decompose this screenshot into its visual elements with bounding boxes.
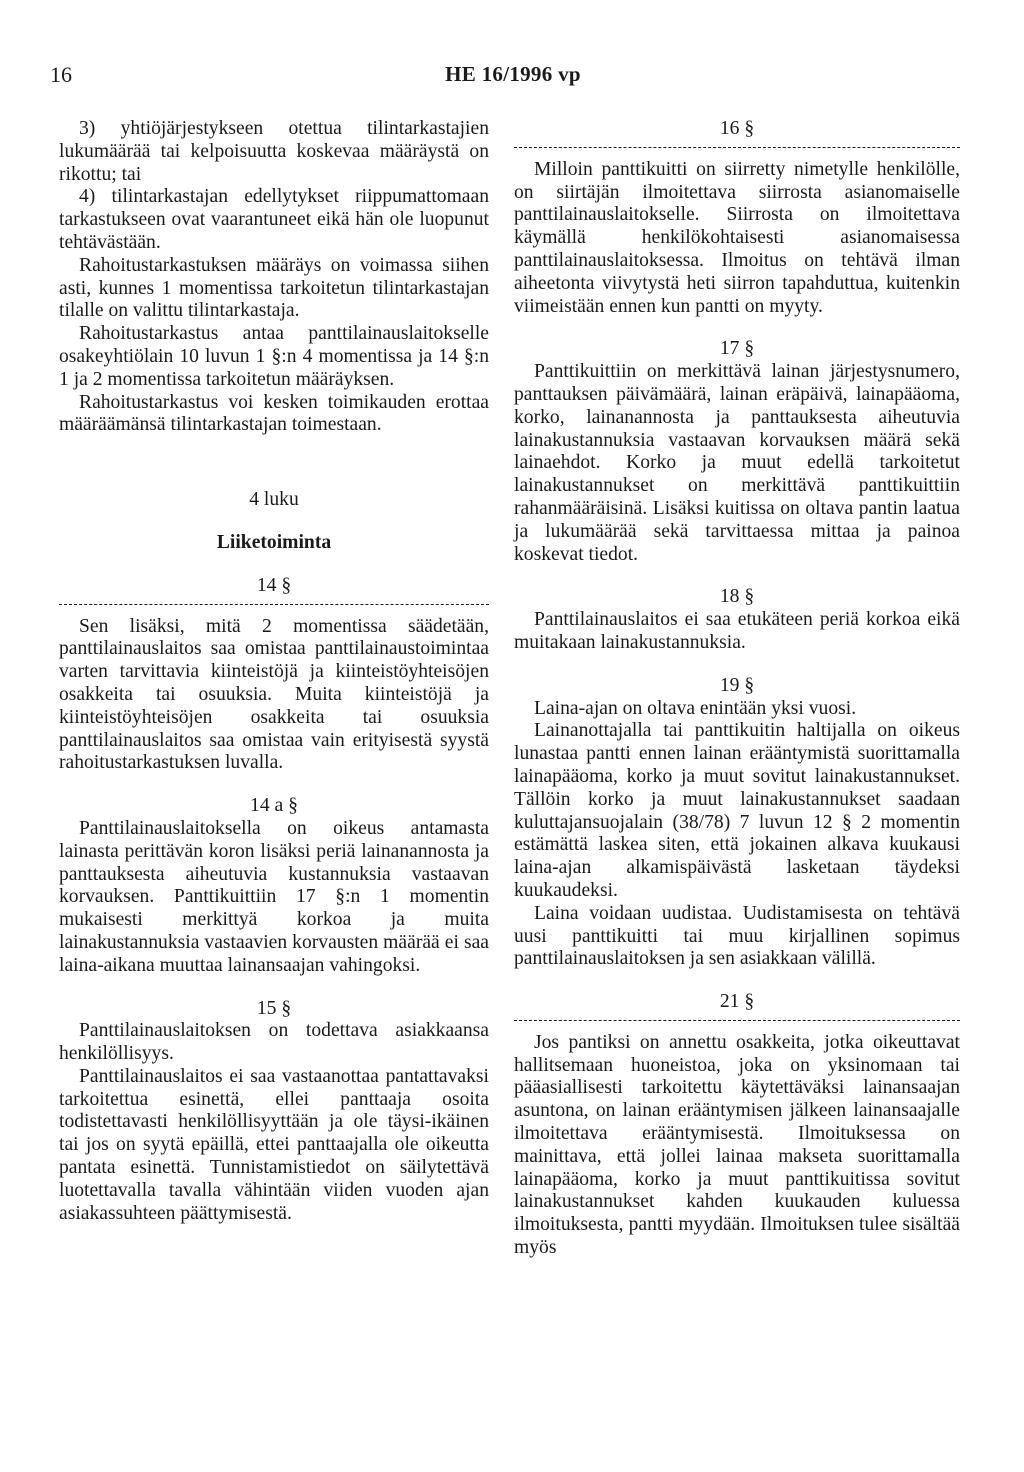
paragraph: Rahoitustarkastus antaa panttilainauslaitokselle osakeyhtiölain 10 luvun 1 §:n 4 momentissa ja 14 §:n 1 ja 2 momentissa tarkoitetun määräyksen.: [59, 323, 489, 390]
paragraph: Rahoitustarkastuksen määräys on voimassa siihen asti, kunnes 1 momentissa tarkoitetun tilintarkastajan tilalle on valittu tilintarkastaja.: [59, 254, 489, 322]
paragraph: Panttilainauslaitos ei saa etukäteen periä korkoa eikä muitakaan lainakustannuksia.: [514, 609, 960, 653]
paragraph: Panttilainauslaitoksella on oikeus antamasta lainasta perittävän koron lisäksi periä lainanannosta ja panttauksesta aiheutuvia kustannuksia vastaavan korvauksen. Panttikuittiin 17 §:n 1 momentin mukaisesti merkittyä korkoa ja muita lainakustannuksia vastaavien korvausten määrää ei saa laina-aikana muuttaa lainansaajan vahingoksi.: [59, 817, 489, 976]
paragraph: Laina-ajan on oltava enintään yksi vuosi.: [534, 697, 857, 719]
omission-line: [514, 1020, 960, 1023]
omission-line: [514, 147, 960, 150]
section-heading: 14 §: [256, 574, 292, 596]
paragraph: 4) tilintarkastajan edellytykset riippumattomaan tarkastukseen ovat vaarantuneet eikä hän ole luopunut tehtävästään.: [59, 186, 489, 253]
paragraph: 3) yhtiöjärjestykseen otettua tilintarkastajien lukumäärää tai kelpoisuutta koskevaa määräystä on rikottu; tai: [59, 118, 489, 185]
section-heading: 16 §: [719, 118, 755, 139]
section-heading: 17 §: [719, 338, 755, 360]
paragraph: Panttikuittiin on merkittävä lainan järjestysnumero, panttauksen päivämäärä, lainan eräpäivä, lainapääoma, korko, lainanannosta ja panttauksesta aiheutuvia lainakustannuksia vastaavan korvauksen määrä sekä lainaehdot. Korko ja muut edellä tarkoitetut lainakustannukset on merkittävä panttikuittiin rahanmääräisinä. Lisäksi kuitissa on oltava pantin laatua ja lukumäärää sekä tarvittaessa mittaa ja painoa koskevat tiedot.: [514, 361, 960, 565]
paragraph: Jos pantiksi on annettu osakkeita, jotka oikeuttavat hallitsemaan huoneistoa, joka on yksinomaan tai pääasiallisesti tarkoitettu käytettäväksi lainansaajan asuntona, on lainan erääntymisen jälkeen lainansaajalle ilmoitettava erääntymisestä. Ilmoituksessa on mainittava, että jollei lainaa makseta suorittamalla lainapääoma, korko ja muut panttikuitissa sovitut lainakustannukset kahden kuukauden kuluessa ilmoituksesta, pantti myydään. Ilmoituksen tulee sisältää myös: [514, 1031, 960, 1259]
page-number: 16: [50, 62, 72, 87]
paragraph: Sen lisäksi, mitä 2 momentissa säädetään, panttilainauslaitos saa omistaa panttilainaustoimintaa varten tarvittavia kiinteistöjä ja kiinteistöyhteisöjen osakkeita tai osuuksia. Muita kiinteistöjä ja kiinteistöyhteisöjen osakkeita tai osuuksia panttilainauslaitos saa omistaa vain erityisestä syystä rahoitustarkastuksen luvalla.: [59, 615, 489, 774]
section-heading: 18 §: [719, 586, 755, 608]
paragraph: Lainanottajalla tai panttikuitin haltijalla on oikeus lunastaa pantti ennen lainan erääntymistä suorittamalla lainapääoma, korko ja muut sovitut lainakustannukset. Tällöin korko ja muut lainakustannukset saadaan kuluttajansuojalain (38/78) 7 luvun 12 § 2 momentin estämättä laskea siten, että jokainen alkava kuukausi laina-ajan alkamispäivästä lasketaan täydeksi kuukaudeksi.: [514, 720, 960, 901]
paragraph: Milloin panttikuitti on siirretty nimetylle henkilölle, on siirtäjän ilmoitettava siirrosta asianomaiselle panttilainauslaitokselle. Siirrosta on ilmoitettava käymällä henkilökohtaisesti asianomaisessa panttilainauslaitoksessa. Ilmoitus on tehtävä ilman aiheetonta viivytystä heti siirron tapahduttua, kuitenkin viimeistään ennen kun pantti on myyty.: [514, 158, 960, 317]
left-column: [59, 118, 489, 1225]
chapter-title: Liiketoiminta: [216, 531, 332, 553]
omission-line: [59, 604, 489, 607]
section-heading: 15 §: [256, 997, 292, 1019]
section-heading: 21 §: [719, 991, 755, 1013]
chapter-number: 4 luku: [249, 489, 299, 511]
right-column: [514, 118, 960, 1260]
paragraph: Rahoitustarkastus voi kesken toimikauden erottaa määräämänsä tilintarkastajan toimestaan.: [59, 391, 489, 436]
paragraph: Laina voidaan uudistaa. Uudistamisesta on tehtävä uusi panttikuitti tai muu kirjallinen sopimus panttilainauslaitoksen ja sen asiakkaan välillä.: [514, 902, 960, 970]
page-header: [50, 62, 976, 92]
section-heading: 14 a §: [250, 795, 298, 817]
document-id: HE 16/1996 vp: [445, 62, 581, 86]
section-heading: 19 §: [719, 674, 755, 696]
paragraph: Panttilainauslaitos ei saa vastaanottaa pantattavaksi tarkoitettua esinettä, ellei panttaaja osoita todistettavasti henkilöllisyyttään ja ole täysi-ikäinen tai jos on syytä epäillä, ettei panttaajalla ole oikeutta pantata esinettä. Tunnistamistiedot on säilytettävä luotettavalla tavalla vähintään viiden vuoden ajan asiakassuhteen päättymisestä.: [59, 1065, 489, 1224]
paragraph: Panttilainauslaitoksen on todettava asiakkaansa henkilöllisyys.: [59, 1020, 489, 1065]
